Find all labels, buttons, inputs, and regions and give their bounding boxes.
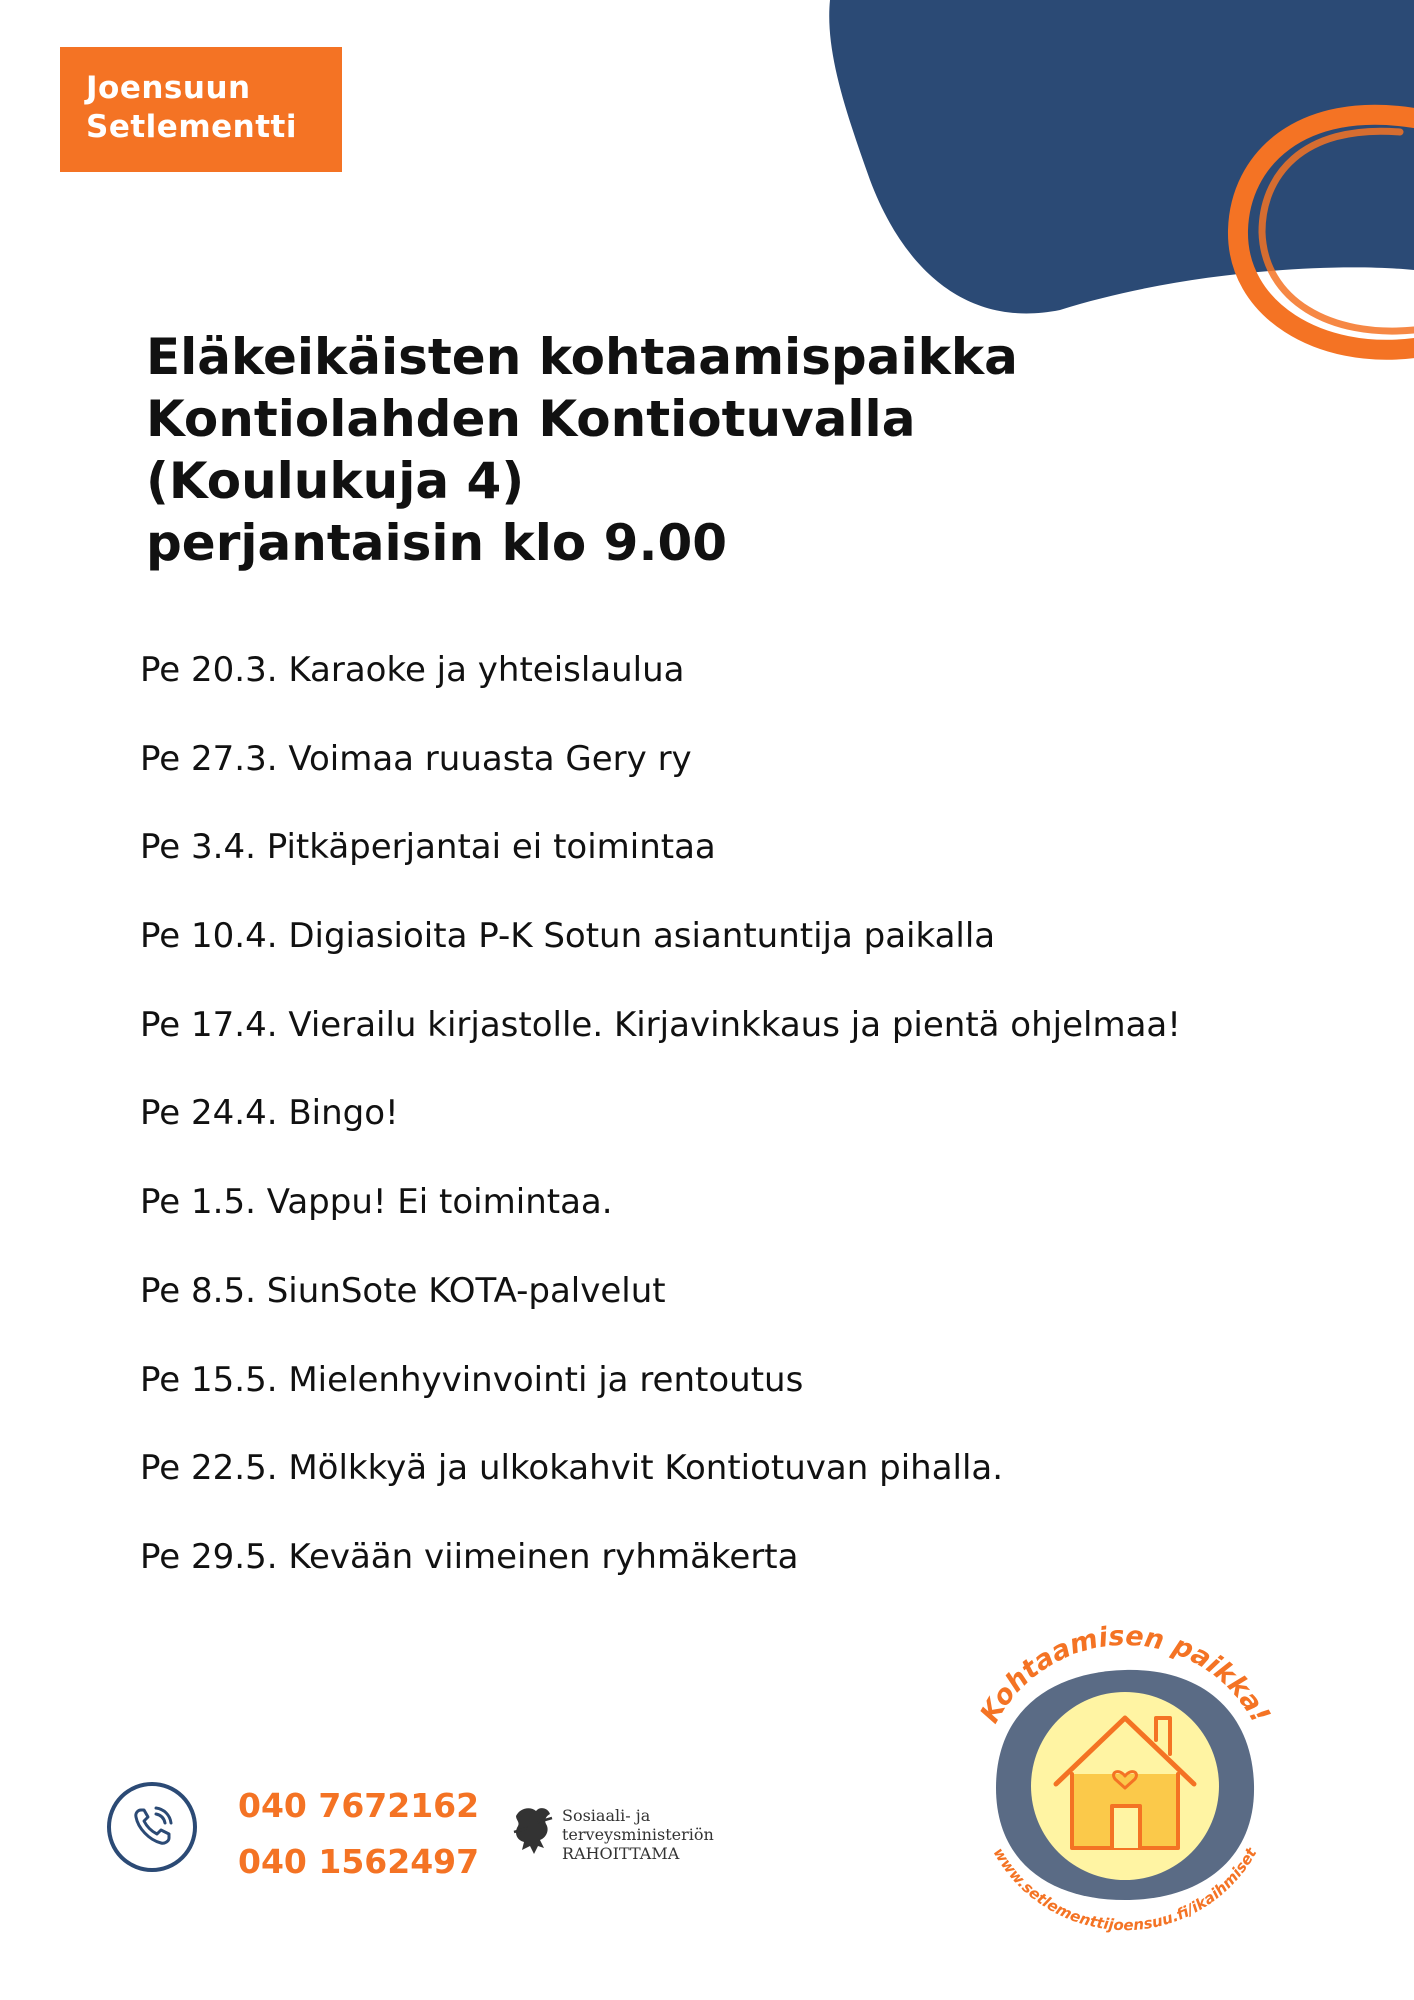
ministry-line-1: Sosiaali- ja (562, 1806, 651, 1825)
phone-numbers (238, 1778, 479, 1890)
kohtaamisen-paikka-badge (960, 1600, 1290, 1940)
event-item: Pe 10.4. Digiasioita P-K Sotun asiantuntija paikalla (140, 916, 996, 957)
event-item: Pe 3.4. Pitkäperjantai ei toimintaa (140, 827, 716, 868)
orange-brush-ring (1238, 115, 1414, 350)
ministry-line-2: terveysministeriön (562, 1825, 714, 1844)
event-item: Pe 27.3. Voimaa ruuasta Gery ry (140, 738, 692, 779)
phone-icon (107, 1782, 197, 1872)
event-list (140, 650, 1290, 1626)
event-item: Pe 1.5. Vappu! Ei toimintaa. (140, 1182, 613, 1223)
event-item: Pe 20.3. Karaoke ja yhteislaulua (140, 650, 685, 690)
joensuun-setlementti-logo (60, 47, 342, 172)
ministry-line-3: RAHOITTAMA (562, 1844, 680, 1863)
phone-number-2[interactable]: 040 1562497 (238, 1842, 480, 1881)
lion-crest-icon (510, 1802, 556, 1860)
event-item: Pe 15.5. Mielenhyvinvointi ja rentoutus (140, 1359, 804, 1400)
title-line-4: perjantaisin klo 9.00 (146, 514, 728, 572)
event-item: Pe 22.5. Mölkkyä ja ulkokahvit Kontiotuvan pihalla. (140, 1448, 1004, 1489)
logo-line-2: Setlementti (86, 109, 297, 145)
title-line-2: Kontiolahden Kontiotuvalla (146, 390, 916, 448)
event-item: Pe 24.4. Bingo! (140, 1093, 399, 1134)
navy-blob (829, 0, 1414, 313)
logo-line-1: Joensuun (86, 70, 251, 106)
title-line-3: (Koulukuja 4) (146, 452, 525, 510)
page-title (146, 326, 1246, 574)
event-item: Pe 8.5. SiunSote KOTA-palvelut (140, 1270, 666, 1311)
phone-number-1[interactable]: 040 7672162 (238, 1786, 480, 1825)
title-line-1: Eläkeikäisten kohtaamispaikka (146, 328, 1018, 386)
event-item: Pe 29.5. Kevään viimeinen ryhmäkerta (140, 1536, 799, 1577)
event-item: Pe 17.4. Vierailu kirjastolle. Kirjavinkkaus ja pientä ohjelmaa! (140, 1004, 1181, 1045)
badge-top-text: Kohtaamisen paikka! (974, 1620, 1276, 1729)
badge-bottom-text: www.setlementtijoensuu.fi/ikaihmiset (989, 1844, 1261, 1935)
